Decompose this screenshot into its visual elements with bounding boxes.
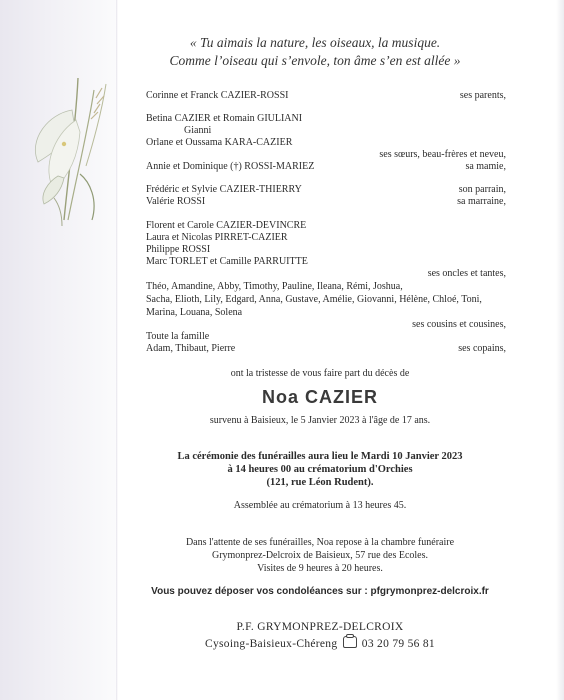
ceremony-line-1: La cérémonie des funérailles aura lieu le Mardi 10 Janvier 2023	[177, 451, 463, 462]
family-relation: ses copains,	[458, 343, 506, 354]
family-relation: ses oncles et tantes,	[427, 268, 506, 279]
family-names: Florent et Carole CAZIER-DEVINCRE	[146, 220, 307, 231]
ceremony-line-3: (121, rue Léon Rudent).	[266, 477, 374, 488]
family-names: Annie et Dominique (†) ROSSI-MARIEZ	[146, 161, 315, 172]
announcement-text: ont la tristesse de vous faire part du décès de	[230, 368, 410, 379]
family-relation: ses parents,	[459, 90, 506, 101]
quote-line-2: Comme l’oiseau qui s’envole, ton âme s’en est allée »	[169, 53, 461, 68]
family-names: Corinne et Franck CAZIER-ROSSI	[146, 90, 289, 101]
family-row	[146, 342, 506, 356]
family-names: Gianni	[184, 125, 212, 136]
rest-line-1: Dans l'attente de ses funérailles, Noa repose à la chambre funéraire	[185, 537, 455, 548]
rest-line-2: Grymonprez-Delcroix de Baisieux, 57 rue des Ecoles.	[211, 550, 429, 561]
family-names: Betina CAZIER et Romain GIULIANI	[146, 113, 303, 124]
family-relation: sa mamie,	[465, 161, 506, 172]
family-row	[146, 293, 506, 307]
family-names: Adam, Thibaut, Pierre	[146, 343, 236, 354]
family-names: Philippe ROSSI	[146, 244, 211, 255]
death-info: survenu à Baisieux, le 5 Janvier 2023 à l'âge de 17 ans.	[209, 415, 431, 426]
funeral-home-contact	[120, 636, 520, 651]
quote-line-1: « Tu aimais la nature, les oiseaux, la musique.	[189, 35, 441, 50]
lily-flower-illustration	[18, 70, 128, 230]
family-names: Frédéric et Sylvie CAZIER-THIERRY	[146, 184, 302, 195]
phone-icon	[343, 636, 357, 648]
family-names: Théo, Amandine, Abby, Timothy, Pauline, Ileana, Rémi, Joshua,	[146, 281, 403, 292]
family-row	[146, 267, 506, 281]
family-relation: son parrain,	[458, 184, 506, 195]
family-names: Toute la famille	[146, 331, 210, 342]
condolences-link[interactable]: Vous pouvez déposer vos condoléances sur : pfgrymonprez-delcroix.fr	[151, 586, 489, 597]
family-relation: sa marraine,	[457, 196, 506, 207]
family-names: Orlane et Oussama KARA-CAZIER	[146, 137, 293, 148]
family-names: Valérie ROSSI	[146, 196, 206, 207]
family-names: Laura et Nicolas PIRRET-CAZIER	[146, 232, 288, 243]
rest-line-3: Visites de 9 heures à 20 heures.	[257, 563, 383, 574]
family-names: Marc TORLET et Camille PARRUITTE	[146, 256, 308, 267]
page-edge-shadow	[556, 0, 564, 700]
family-row	[146, 160, 506, 174]
family-row	[146, 89, 506, 103]
family-relation: ses sœurs, beau-frères et neveu,	[379, 149, 506, 160]
family-names: Sacha, Elioth, Lily, Edgard, Anna, Gustave, Amélie, Giovanni, Hélène, Chloé, Toni,	[146, 294, 482, 305]
family-row	[146, 280, 506, 294]
family-names: Marina, Louana, Solena	[146, 307, 243, 318]
funeral-home-name: P.F. GRYMONPREZ-DELCROIX	[236, 621, 404, 633]
family-relation: ses cousins et cousines,	[412, 319, 506, 330]
assembly-info: Assemblée au crématorium à 13 heures 45.	[233, 500, 407, 511]
funeral-home-address: Cysoing-Baisieux-Chéreng	[205, 638, 338, 650]
family-row	[146, 195, 506, 209]
funeral-home-phone[interactable]: 03 20 79 56 81	[361, 638, 435, 650]
ceremony-line-2: à 14 heures 00 au crématorium d'Orchies	[227, 464, 413, 475]
deceased-name: Noa CAZIER	[261, 387, 378, 407]
